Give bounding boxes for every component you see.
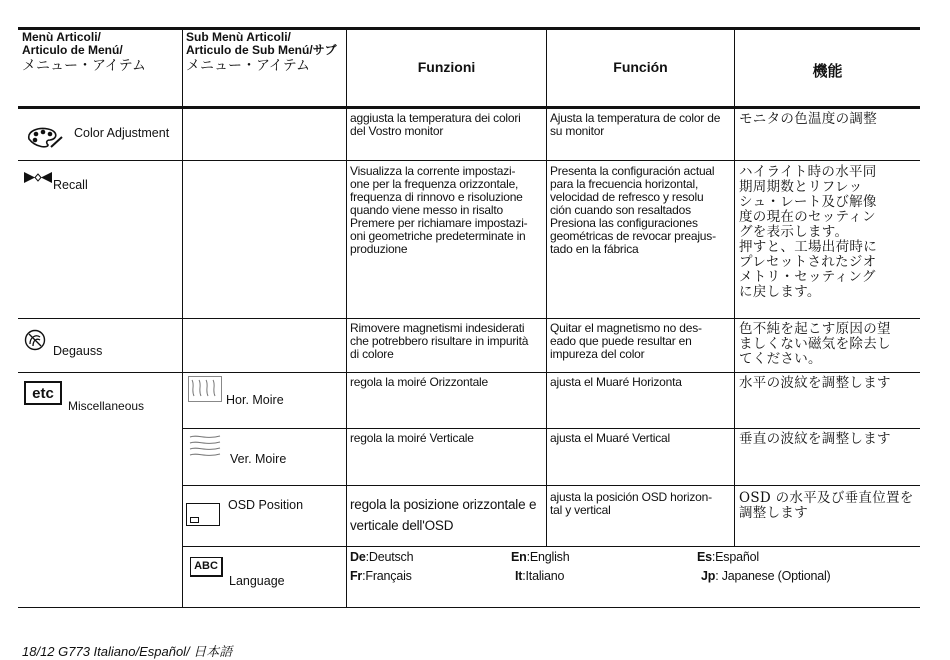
cell-recall-es-line: Presenta la configuración actual bbox=[550, 164, 715, 178]
cell-hmoire-jp-line: 水平の波紋を調整します bbox=[739, 375, 891, 391]
sub-label-ver-moire: Ver. Moire bbox=[230, 452, 287, 466]
cell-degauss-jp-line: 色不純を起こす原因の望 bbox=[739, 321, 891, 337]
cell-recall-es bbox=[550, 165, 716, 256]
table-top-border bbox=[18, 27, 920, 30]
row-divider-hmoire bbox=[182, 428, 920, 429]
cell-hmoire-es-line: ajusta el Muaré Horizonta bbox=[550, 375, 682, 389]
lang-code-jp: Jp bbox=[701, 569, 716, 583]
abc-icon-text: ABC bbox=[194, 560, 218, 572]
cell-recall-es-line: geométricas de revocar preajus- bbox=[550, 229, 716, 243]
cell-color-it-line: aggiusta la temperatura dei colori bbox=[350, 111, 521, 125]
lang-code-fr: Fr bbox=[350, 569, 363, 583]
cell-vmoire-jp bbox=[739, 432, 891, 447]
lang-item-es bbox=[697, 551, 759, 564]
cell-osd-it bbox=[350, 494, 536, 536]
cell-degauss-es-line: impureza del color bbox=[550, 347, 645, 361]
row-label-color-adjustment: Color Adjustment bbox=[74, 126, 170, 140]
cell-color-es-line: su monitor bbox=[550, 124, 605, 138]
cell-osd-it-line: regola la posizione orizzontale e bbox=[350, 497, 537, 512]
header-col2-line3: メニュー・アイテム bbox=[186, 58, 311, 74]
row-divider-color bbox=[18, 160, 920, 161]
row-label-degauss: Degauss bbox=[53, 344, 103, 358]
cell-degauss-es bbox=[550, 322, 702, 361]
cell-osd-es-line: tal y vertical bbox=[550, 503, 611, 517]
cell-degauss-es-line: Quitar el magnetismo no des- bbox=[550, 321, 702, 335]
cell-degauss-jp-line: ましくない磁気を除去し bbox=[739, 336, 891, 352]
cell-recall-es-line: velocidad de refresco y resolu bbox=[550, 190, 704, 204]
lang-code-it: It bbox=[515, 569, 523, 583]
cell-recall-jp-line: ハイライト時の水平同 bbox=[739, 164, 877, 180]
degauss-icon bbox=[24, 329, 46, 351]
cell-hmoire-it-line: regola la moiré Orizzontale bbox=[350, 375, 488, 389]
cell-recall-jp-line: 期周期数とリフレッ bbox=[739, 179, 863, 195]
cell-color-es bbox=[550, 112, 720, 138]
row-divider-recall bbox=[18, 318, 920, 319]
cell-recall-es-line: ción cuando son resaltados bbox=[550, 203, 691, 217]
cell-recall-it-line: Premere per richiamare impostazi- bbox=[350, 216, 528, 230]
header-col4: Función bbox=[613, 59, 668, 75]
cell-recall-jp bbox=[739, 165, 877, 300]
cell-osd-jp-line: 調整します bbox=[739, 505, 808, 521]
cell-vmoire-es bbox=[550, 432, 670, 445]
lang-code-en: En bbox=[511, 550, 527, 564]
header-col5: 機能 bbox=[812, 62, 843, 80]
lang-code-de: De bbox=[350, 550, 366, 564]
lang-name-it: :Italiano bbox=[522, 569, 565, 583]
cell-degauss-it bbox=[350, 322, 528, 361]
cell-recall-it-line: frequenza di rinnovo e risoluzione bbox=[350, 190, 523, 204]
lang-item-jp bbox=[701, 570, 831, 583]
cell-color-jp bbox=[739, 112, 877, 127]
cell-recall-es-line: tado en la fábrica bbox=[550, 242, 639, 256]
lang-code-es: Es bbox=[697, 550, 712, 564]
cell-recall-es-line: Presiona las configuraciones bbox=[550, 216, 698, 230]
sub-label-osd-position: OSD Position bbox=[228, 498, 304, 512]
cell-osd-jp bbox=[739, 491, 914, 521]
lang-item-it bbox=[515, 570, 564, 583]
cell-recall-it-line: produzione bbox=[350, 242, 408, 256]
lang-name-en: :English bbox=[526, 550, 570, 564]
cell-recall-jp-line: シュ・レート及び解像 bbox=[739, 194, 877, 210]
palette-icon bbox=[24, 125, 64, 149]
header-col1-line2: Articulo de Menú/ bbox=[22, 43, 123, 57]
header-bottom-border bbox=[18, 106, 920, 109]
sub-label-language: Language bbox=[229, 574, 285, 588]
cell-hmoire-es bbox=[550, 376, 682, 389]
cell-recall-it bbox=[350, 165, 527, 256]
lang-name-es: :Español bbox=[711, 550, 759, 564]
cell-degauss-it-line: che potrebbero risultare in impurità bbox=[350, 334, 529, 348]
page-footer: 18/12 G773 Italiano/Español/ 日本語 bbox=[22, 644, 233, 659]
cell-recall-it-line: quando viene messo in risalto bbox=[350, 203, 503, 217]
etc-icon bbox=[24, 381, 62, 405]
cell-recall-jp-line: プレセットされたジオ bbox=[739, 254, 877, 270]
abc-icon bbox=[190, 557, 223, 577]
cell-color-it-line: del Vostro monitor bbox=[350, 124, 444, 138]
lang-item-en bbox=[511, 551, 569, 564]
header-col2-line1: Sub Menù Articoli/ bbox=[186, 30, 291, 44]
lang-name-jp: : Japanese (Optional) bbox=[715, 569, 831, 583]
cell-hmoire-it bbox=[350, 376, 488, 389]
cell-vmoire-jp-line: 垂直の波紋を調整します bbox=[739, 431, 891, 447]
cell-recall-jp-line: メトリ・セッティング bbox=[739, 269, 876, 285]
row-label-miscellaneous: Miscellaneous bbox=[68, 399, 145, 413]
cell-osd-es bbox=[550, 491, 712, 517]
cell-degauss-es-line: eado que puede resultar en bbox=[550, 334, 692, 348]
cell-degauss-jp bbox=[739, 322, 891, 367]
lang-name-de: :Deutsch bbox=[365, 550, 414, 564]
cell-vmoire-es-line: ajusta el Muaré Vertical bbox=[550, 431, 670, 445]
cell-osd-jp-line: OSD の水平及び垂直位置を bbox=[739, 490, 914, 506]
header-col2 bbox=[186, 31, 337, 75]
header-col3: Funzioni bbox=[417, 59, 476, 75]
lang-item-fr bbox=[350, 570, 412, 583]
ver-moire-icon bbox=[188, 432, 222, 460]
osd-position-icon bbox=[186, 503, 220, 526]
cell-recall-jp-line: グを表示します。 bbox=[739, 224, 849, 240]
cell-hmoire-jp bbox=[739, 376, 891, 391]
cell-color-it bbox=[350, 112, 521, 138]
cell-degauss-it-line: di colore bbox=[350, 347, 394, 361]
hor-moire-icon bbox=[188, 376, 222, 402]
cell-color-es-line: Ajusta la temperatura de color de bbox=[550, 111, 721, 125]
cell-degauss-jp-line: てください。 bbox=[739, 351, 822, 367]
cell-recall-jp-line: に戻します。 bbox=[739, 284, 821, 300]
cell-osd-es-line: ajusta la posición OSD horizon- bbox=[550, 490, 712, 504]
header-col1-line1: Menù Articoli/ bbox=[22, 30, 101, 44]
row-divider-degauss bbox=[18, 372, 920, 373]
cell-osd-it-line: verticale dell'OSD bbox=[350, 518, 454, 533]
cell-vmoire-it bbox=[350, 432, 474, 445]
cell-color-jp-line: モニタの色温度の調整 bbox=[739, 111, 877, 127]
row-divider-osd bbox=[182, 546, 920, 547]
col-divider-3 bbox=[546, 27, 547, 547]
sub-label-hor-moire: Hor. Moire bbox=[226, 393, 284, 407]
cell-recall-es-line: para la frecuencia horizontal, bbox=[550, 177, 699, 191]
cell-recall-it-line: one per la frequenza orizzontale, bbox=[350, 177, 519, 191]
header-col2-line2: Articulo de Sub Menú/サブ bbox=[186, 43, 337, 57]
cell-degauss-it-line: Rimovere magnetismi indesiderati bbox=[350, 321, 525, 335]
etc-icon-text: etc bbox=[32, 385, 54, 402]
row-label-recall: Recall bbox=[53, 178, 88, 192]
cell-recall-it-line: oni geometriche predeterminate in bbox=[350, 229, 526, 243]
cell-vmoire-it-line: regola la moiré Verticale bbox=[350, 431, 474, 445]
header-col1 bbox=[22, 31, 146, 75]
cell-recall-jp-line: 度の現在のセッティン bbox=[739, 209, 876, 225]
recall-icon bbox=[24, 172, 52, 184]
header-col1-line3: メニュー・アイテム bbox=[22, 58, 147, 74]
row-divider-vmoire bbox=[182, 485, 920, 486]
lang-item-de bbox=[350, 551, 413, 564]
col-divider-4 bbox=[734, 27, 735, 547]
cell-recall-it-line: Visualizza la corrente impostazi- bbox=[350, 164, 516, 178]
cell-recall-jp-line: 押すと、工場出荷時に bbox=[739, 239, 877, 255]
lang-name-fr: :Français bbox=[362, 569, 412, 583]
table-bottom-border bbox=[18, 607, 920, 608]
